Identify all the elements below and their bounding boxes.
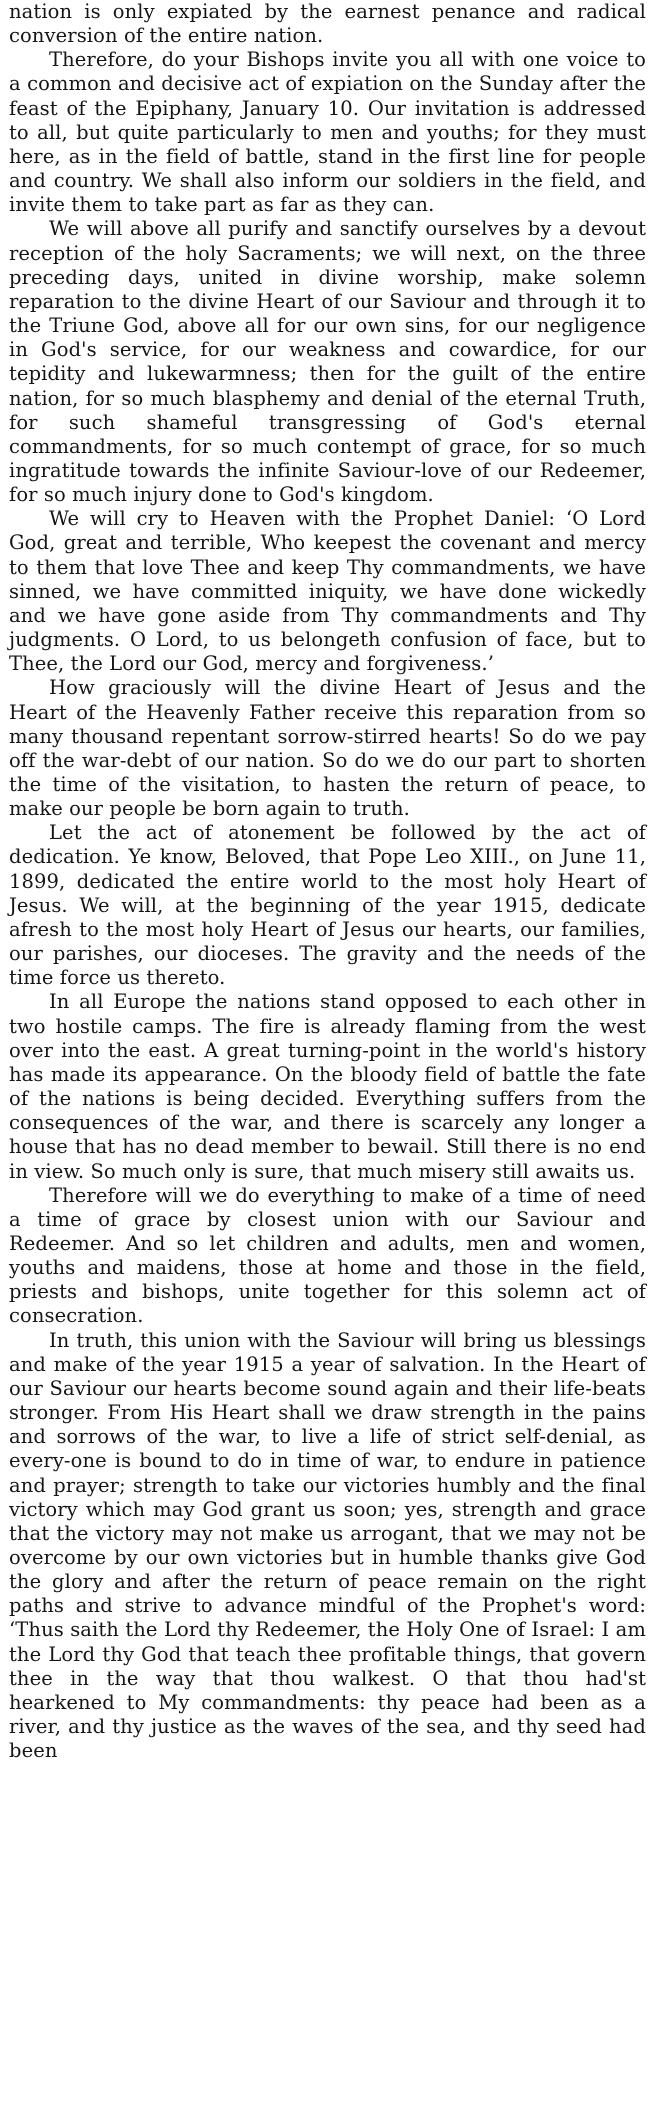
- paragraph-continuation: nation is only expiated by the earnest penance and radical conversion of the entire nation.: [9, 0, 646, 48]
- paragraph-reparation: We will above all purify and sanctify ourselves by a devout reception of the holy Sacraments; we will next, on the three preceding days, united in divine worship, make solemn reparation to the divine Heart of our Saviour and through it to the Triune God, above all for our own sins, for our negligence in God's service, for our weakness and cowardice, for our tepidity and lukewarmness; then for the guilt of the entire nation, for so much blasphemy and denial of the eternal Truth, for such shameful transgressing of God's eternal commandments, for so much contempt of grace, for so much ingratitude towards the infinite Saviour-love of our Redeemer, for so much injury done to God's kingdom.: [9, 217, 646, 507]
- paragraph-invitation: Therefore, do your Bishops invite you all with one voice to a common and decisive act of expiation on the Sunday after the feast of the Epiphany, January 10. Our invitation is addressed to all, but quite particularly to men and youths; for they must here, as in the field of battle, stand in the first line for people and country. We shall also inform our soldiers in the field, and invite them to take part as far as they can.: [9, 48, 646, 217]
- paragraph-union-with-saviour: In truth, this union with the Saviour will bring us blessings and make of the year 1915 a year of salvation. In the Heart of our Saviour our hearts become sound again and their life-beats stronger. From His Heart shall we draw strength in the pains and sorrows of the war, to live a life of strict self-denial, as every-one is bound to do in time of war, to endure in patience and prayer; strength to take our victories humbly and the final victory which may God grant us soon; yes, strength and grace that the victory may not make us arrogant, that we may not be overcome by our own victories but in humble thanks give God the glory and after the return of peace remain on the right paths and strive to advance mindful of the Prophet's word: ‘Thus saith the Lord thy Redeemer, the Holy One of Israel: I am the Lord thy God that teach thee profitable things, that govern thee in the way that thou walkest. O that thou had'st hearkened to My commandments: thy peace had been as a river, and thy justice as the waves of the sea, and thy seed had been: [9, 1328, 646, 1763]
- paragraph-divine-heart: How graciously will the divine Heart of Jesus and the Heart of the Heavenly Father receive this reparation from so many thousand repentant sorrow-stirred hearts! So do we pay off the war-debt of our nation. So do we do our part to shorten the time of the visitation, to hasten the return of peace, to make our people be born again to truth.: [9, 676, 646, 821]
- paragraph-dedication: Let the act of atonement be followed by the act of dedication. Ye know, Beloved, that Pope Leo XIII., on June 11, 1899, dedicated the entire world to the most holy Heart of Jesus. We will, at the beginning of the year 1915, dedicate afresh to the most holy Heart of Jesus our hearts, our families, our parishes, our dioceses. The gravity and the needs of the time force us thereto.: [9, 821, 646, 990]
- paragraph-time-of-grace: Therefore will we do everything to make of a time of need a time of grace by closest union with our Saviour and Redeemer. And so let children and adults, men and women, youths and maidens, those at home and those in the field, priests and bishops, unite together for this solemn act of consecration.: [9, 1183, 646, 1328]
- paragraph-europe: In all Europe the nations stand opposed to each other in two hostile camps. The fire is already flaming from the west over into the east. A great turning-point in the world's history has made its appearance. On the bloody field of battle the fate of the nations is being decided. Everything suffers from the consequences of the war, and there is scarcely any longer a house that has no dead member to bewail. Still there is no end in view. So much only is sure, that much misery still awaits us.: [9, 990, 646, 1183]
- paragraph-prophet-daniel: We will cry to Heaven with the Prophet Daniel: ‘O Lord God, great and terrible, Who keepest the covenant and mercy to them that love Thee and keep Thy commandments, we have sinned, we have committed iniquity, we have done wickedly and we have gone aside from Thy commandments and Thy judgments. O Lord, to us belongeth confusion of face, but to Thee, the Lord our God, mercy and forgiveness.’: [9, 507, 646, 676]
